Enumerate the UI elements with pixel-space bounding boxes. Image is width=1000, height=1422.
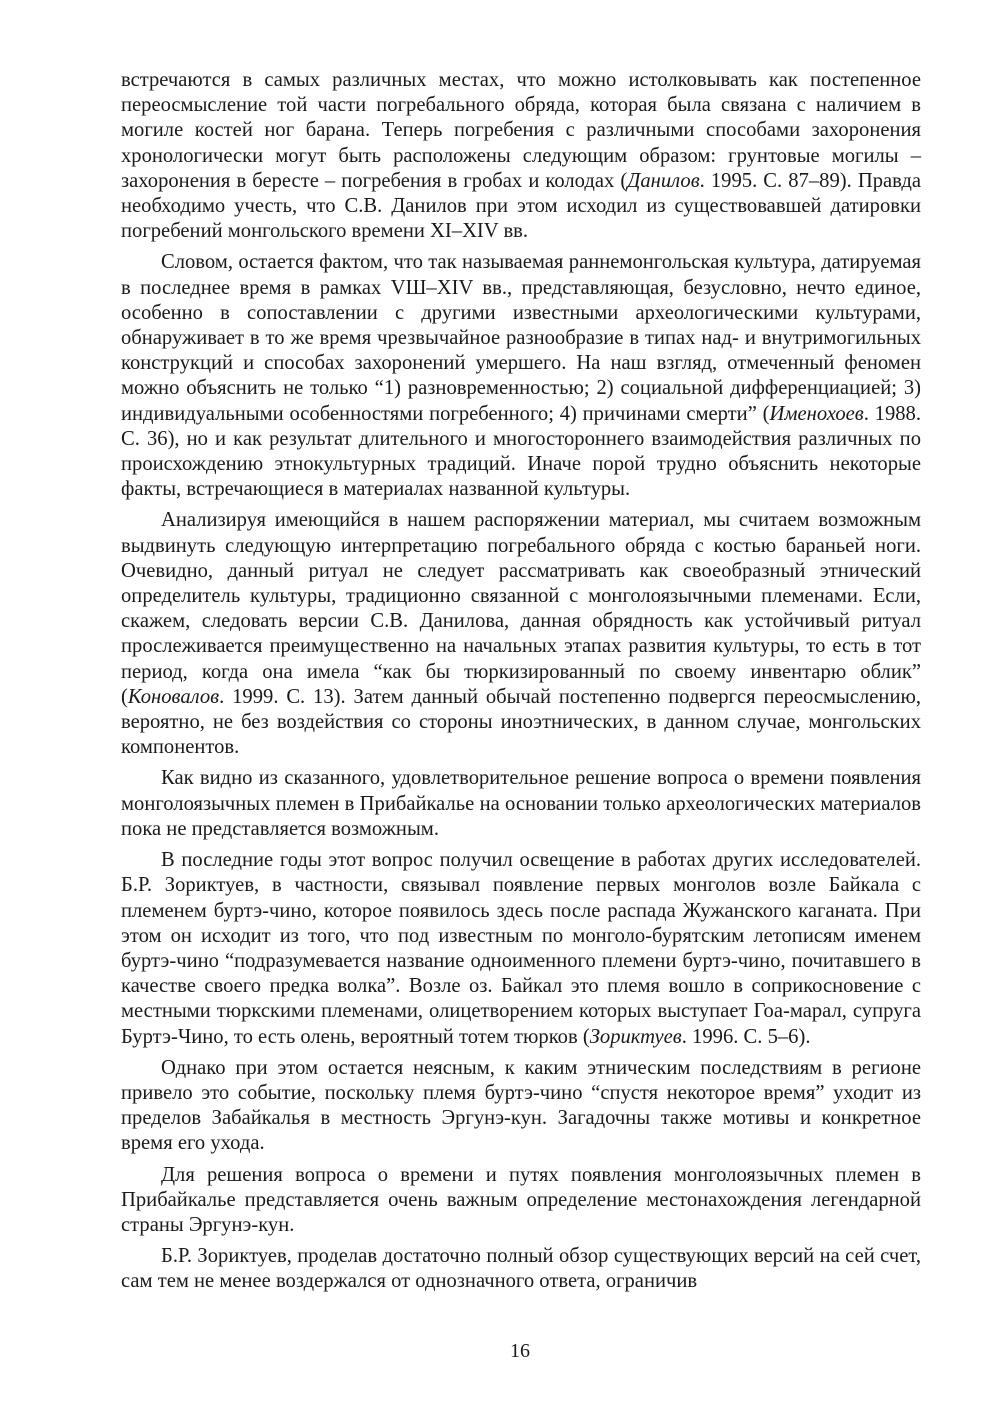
- text-run: встречаются в самых различных местах, что можно истолковывать как постепенное переосмысление той части погребального обряда, которая была связана с наличием в могиле костей ног барана. Теперь погребения с различными способами захоронения хронологически могут быть расположены следующим образом: грунтовые могилы – захоронения в бересте – погребения в гробах и колодах (: [121, 69, 921, 192]
- paragraph-3: [121, 508, 921, 760]
- text-run: Словом, остается фактом, что так называемая раннемонгольская культура, датируемая в последнее время в рамках VШ–XIV вв., представляющая, безусловно, нечто единое, особенно в сопоставлении с другими известными археологическими культурами, обнаруживает в то же время чрезвычайное разнообразие в типах над- и внутримогильных конструкций и способах захоронений умершего. На наш взгляд, отмеченный феномен можно объяснить не только “1) разновременностью; 2) социальной дифференциацией; 3) индивидуальными особенностями погребенного; 4) причинами смерти” (: [121, 251, 921, 425]
- text-run: Однако при этом остается неясным, к каким этническим последствиям в регионе привело это событие, поскольку племя буртэ-чино “спустя некоторое время” уходит из пределов Забайкалья в местность Эргунэ-кун. Загадочны также мотивы и конкретное время его ухода.: [121, 1056, 921, 1155]
- text-run: . 1999. С. 13). Затем данный обычай постепенно подвергся переосмыслению, вероятно, не без воздействия со стороны иноэтнических, в данном случае, монгольских компонентов.: [121, 685, 921, 759]
- paragraph-5: [121, 848, 921, 1050]
- citation-author: Коновалов: [127, 685, 220, 708]
- citation-author: Зориктуев: [589, 1025, 682, 1048]
- paragraph-8: [121, 1244, 921, 1294]
- text-run: . 1995. С. 87–89). Правда необходимо учесть, что С.В. Данилов при этом исходил из существовавшей датировки погребений монгольского времени XI–XIV вв.: [121, 169, 921, 243]
- text-run: . 1988. С. 36), но и как результат длительного и многостороннего взаимодействия различных по происхождению этнокультурных традиций. Иначе порой трудно объяснить некоторые факты, встречающиеся в материалах названной культуры.: [121, 402, 921, 501]
- paragraph-4: [121, 766, 921, 842]
- paragraph-7: [121, 1163, 921, 1239]
- text-run: Для решения вопроса о времени и путях появления монголоязычных племен в Прибайкалье представляется очень важным определение местонахождения легендарной страны Эргунэ-кун.: [121, 1163, 921, 1236]
- text-run: Анализируя имеющийся в нашем распоряжении материал, мы считаем возможным выдвинуть следующую интерпретацию погребального обряда с костью бараньей ноги. Очевидно, данный ритуал не следует рассматривать как своеобразный этнический определитель культуры, традиционно связанной с монголоязычными племенами. Если, скажем, следовать версии С.В. Данилова, данная обрядность как устойчивый ритуал прослеживается преимущественно на начальных этапах развития культуры, то есть в тот период, когда она имела “как бы тюркизированный по своему инвентарю облик” (: [121, 509, 921, 708]
- paragraph-6: [121, 1056, 921, 1157]
- text-run: . 1996. С. 5–6).: [681, 1025, 811, 1048]
- paragraph-2: [121, 250, 921, 502]
- citation-author: Именохоев: [769, 402, 864, 425]
- text-run: Б.Р. Зориктуев, проделав достаточно полный обзор существующих версий на сей счет, сам тем не менее воздержался от однозначного ответа, ограничив: [121, 1245, 921, 1293]
- page-number: 16: [510, 1340, 530, 1362]
- text-run: Как видно из сказанного, удовлетворительное решение вопроса о времени появления монголоязычных племен в Прибайкалье на основании только археологических материалов пока не представляется возможным.: [121, 767, 921, 840]
- page-body: [121, 68, 921, 1301]
- text-run: В последние годы этот вопрос получил освещение в работах других исследователей. Б.Р. Зориктуев, в частности, связывал появление первых монголов возле Байкала с племенем буртэ-чино, которое появилось здесь после распада Жужанского каганата. При этом он исходит из того, что под известным по монголо-бурятским летописям именем буртэ-чино “подразумевается название одноименного племени буртэ-чино, почитавшего в качестве своего предка волка”. Возле оз. Байкал это племя вошло в соприкосновение с местными тюркскими племенами, олицетворением которых выступает Гоа-марал, супруга Буртэ-Чино, то есть олень, вероятный тотем тюрков (: [121, 849, 921, 1048]
- paragraph-1: [121, 68, 921, 244]
- citation-author: Данилов: [627, 169, 700, 192]
